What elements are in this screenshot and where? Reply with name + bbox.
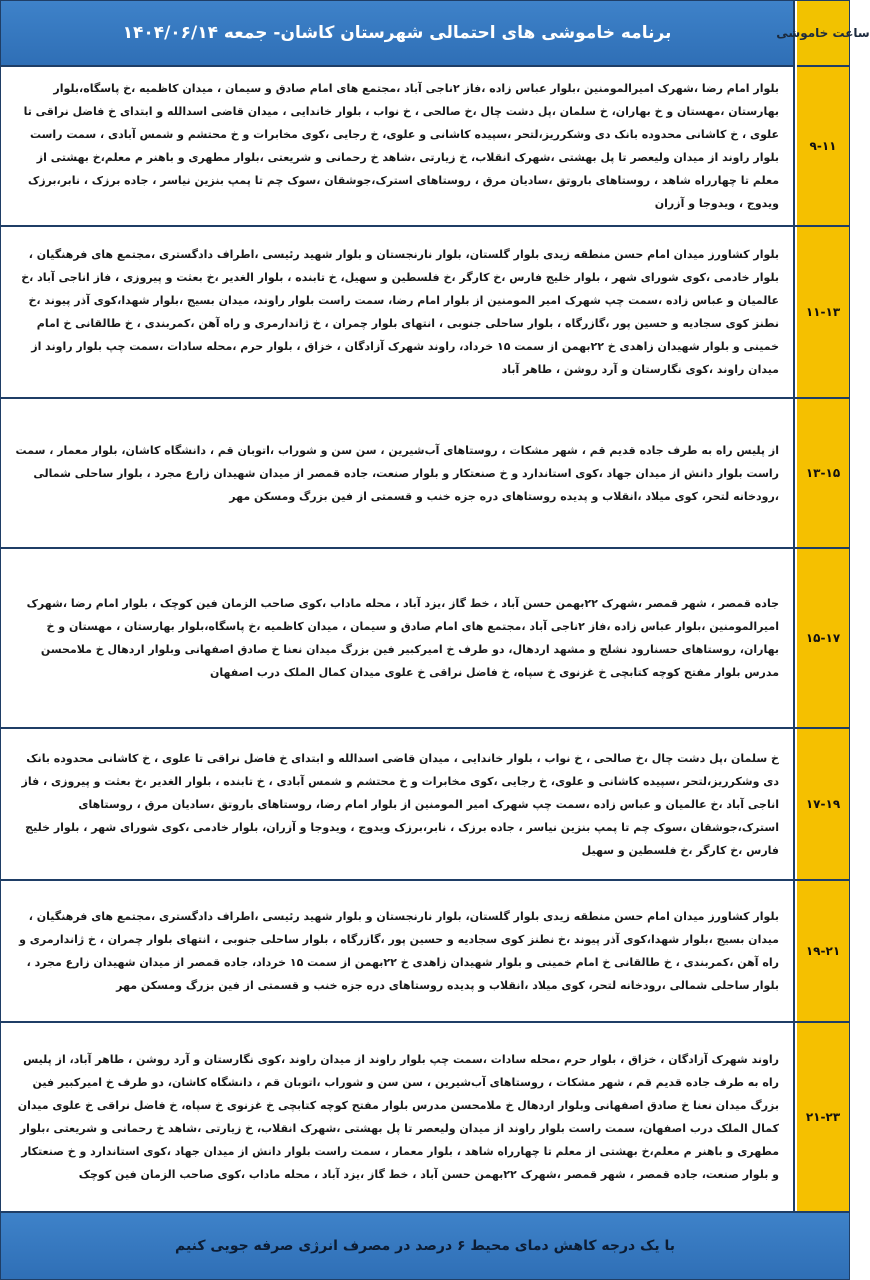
affected-areas-cell: [1, 729, 795, 879]
time-slot-cell: [797, 881, 849, 1021]
page-title-text: برنامه خاموشی های احتمالی شهرستان کاشان- جمعه ۱۴۰۴/۰۶/۱۴: [122, 23, 672, 43]
time-slot-text: ۱۷-۱۹: [805, 797, 841, 811]
schedule-row: [1, 729, 849, 881]
time-slot-cell: [797, 399, 849, 547]
schedule-row: [1, 67, 849, 227]
time-column-header-text: ساعت خاموشی: [776, 26, 870, 40]
time-slot-cell: [797, 729, 849, 879]
time-slot-cell: [797, 549, 849, 727]
page-title: [1, 1, 795, 67]
affected-areas-cell: [1, 227, 795, 397]
schedule-row: [1, 549, 849, 729]
affected-areas-cell: [1, 67, 795, 225]
schedule-row: [1, 399, 849, 549]
affected-areas-text: بلوار امام رضا ،شهرک امیرالمومنین ،بلوار عباس زاده ،فاز ۲ناجی آباد ،مجتمع های امام صادق و سیمان ، میدان کاظمیه ،خ پاسگاه،بلوار بهارستان ،مهستان و خ بهاران، خ سلمان ،پل دشت چال ،خ صالحی ، خ نواب ، بلوار خاندایی ، میدان قاضی اسدالله و ابتدای خ فاضل نراقی تا علوی ، خ کاشانی محدوده بانک دی وشکرریز،لتحر ،سپیده کاشانی و علوی، خ رجایی ،کوی مخابرات و خ محتشم و شمس آبادی ، سمت راست بلوار راوند از میدان ولیعصر تا پل بهشتی ،شهرک انقلاب، خ زیارتی ،شاهد خ رحمانی و شریعتی ،بلوار مطهری و باهنر م معلم،خ بهشتی از معلم تا چهارراه شاهد ، روستاهای باروتق ،سادیان مرق ، روستاهای استرک،جوشقان ،سوک چم تا پمپ بنزین نیاسر ، جاده برزک ، نابر،برزک ویدوج ، ویدوجا و آزران: [23, 82, 779, 210]
affected-areas-text: بلوار کشاورز میدان امام حسن منطقه زیدی بلوار گلستان، بلوار نارنجستان و بلوار شهید رئیسی ،اطراف دادگستری ،مجتمع های فرهنگیان ، بلوار خادمی ،کوی شورای شهر ، بلوار خلیج فارس ،خ کارگر ،خ فلسطین و سهیل، خ تابنده ، بلوار الغدیر ،خ بعثت و پیروزی ، فاز اناجی آباد ،خ عالمیان و عباس زاده ،سمت چپ شهرک امیر المومنین از بلوار امام رضا، سمت راست بلوار راوند، میدان بسیج ،بلوار شهدا،کوی آذر پیوند ،خ نطنز کوی سجادیه و حسین پور ،گازرگاه ، بلوار ساحلی جنوبی ، انتهای بلوار چمران ، خ ژاندارمری و راه آهن ،کمربندی ، خ طالقانی خ امام خمینی و بلوار شهیدان زاهدی خ ۲۲بهمن از سمت ۱۵ خرداد، راوند شهرک آزادگان ، خزاق ، بلوار حرم ،محله سادات ،سمت چپ بلوار راوند از میدان راوند ،کوی نگارستان و آرد روشن ، طاهر آباد: [21, 248, 779, 376]
schedule-row: [1, 227, 849, 399]
affected-areas-cell: [1, 1023, 795, 1211]
time-slot-cell: [797, 67, 849, 225]
time-slot-cell: [797, 1023, 849, 1211]
affected-areas-cell: [1, 399, 795, 547]
time-slot-text: ۹-۱۱: [809, 139, 837, 153]
time-slot-text: ۱۱-۱۳: [805, 305, 841, 319]
time-slot-text: ۱۹-۲۱: [805, 944, 841, 958]
energy-saving-message: با یک درجه کاهش دمای محیط ۶ درصد در مصرف انرژی صرفه جویی کنیم: [174, 1238, 676, 1254]
energy-saving-footer: [1, 1213, 849, 1279]
affected-areas-cell: [1, 549, 795, 727]
schedule-row: [1, 881, 849, 1023]
affected-areas-text: از پلیس راه به طرف جاده قدیم قم ، شهر مشکات ، روستاهای آب‌شیرین ، سن سن و شوراب ،اتوبان قم ، دانشگاه کاشان، بلوار معمار ، سمت راست بلوار دانش از میدان جهاد ،کوی استاندارد و خ صنعتکار و بلوار صنعت، جاده قمصر از میدان شهیدان زارع مجرد ، بلوار ساحلی شمالی ،رودخانه لتحر، کوی میلاد ،انقلاب و پدیده روستاهای دره جزه خنب و قسمتی از فین بزرگ ومسکن مهر: [15, 443, 779, 503]
time-slot-cell: [797, 227, 849, 397]
time-slot-text: ۱۳-۱۵: [805, 466, 841, 480]
affected-areas-text: خ سلمان ،پل دشت چال ،خ صالحی ، خ نواب ، بلوار خاندایی ، میدان قاضی اسدالله و ابتدای خ فاضل نراقی تا علوی ، خ کاشانی محدوده بانک دی وشکرریز،لتحر ،سپیده کاشانی و علوی، خ رجایی ،کوی مخابرات و خ محتشم و شمس آبادی ، خ تابنده ، بلوار الغدیر ،خ بعثت و پیروزی ، فاز اناجی آباد ،خ عالمیان و عباس زاده ،سمت چپ شهرک امیر المومنین از بلوار امام رضا، روستاهای باروتق ،سادیان مرق ، روستاهای استرک،جوشقان ،سوک چم تا پمپ بنزین نیاسر ، جاده برزک ، نابر،برزک ویدوج ، ویدوجا و آزران، بلوار خادمی ،کوی شورای شهر ، بلوار خلیج فارس ،خ کارگر ،خ فلسطین و سهیل: [21, 751, 779, 857]
time-slot-text: ۱۵-۱۷: [805, 631, 841, 645]
affected-areas-cell: [1, 881, 795, 1021]
affected-areas-text: راوند شهرک آزادگان ، خزاق ، بلوار حرم ،محله سادات ،سمت چپ بلوار راوند از میدان راوند ،کوی نگارستان و آرد روشن ، طاهر آباد، از پلیس راه به طرف جاده قدیم قم ، شهر مشکات ، روستاهای آب‌شیرین ، سن سن و شوراب ،اتوبان قم ، دانشگاه کاشان، دو طرف خ امیرکبیر فین بزرگ میدان نعنا خ صادق اصفهانی وبلوار اردهال خ ملامحسن مدرس بلوار مفتح کوچه کتابچی خ غزنوی خ سپاه، خ فاضل نراقی خ علوی میدان کمال الملک درب اصفهان، سمت راست بلوار راوند از میدان ولیعصر تا پل بهشتی ،شهرک انقلاب، خ زیارتی ،شاهد خ رحمانی و شریعتی ،بلوار مطهری و باهنر م معلم،خ بهشتی از معلم تا چهارراه شاهد ، بلوار معمار ، سمت راست بلوار دانش از میدان جهاد ،کوی استاندارد و خ صنعتکار و بلوار صنعت، جاده قمصر ، شهر قمصر ،شهرک ۲۲بهمن حسن آباد ، خط گاز ،یزد آباد ، محله ماداب ،کوی صاحب الزمان فین کوچک: [17, 1053, 779, 1181]
affected-areas-text: بلوار کشاورز میدان امام حسن منطقه زیدی بلوار گلستان، بلوار نارنجستان و بلوار شهید رئیسی ،اطراف دادگستری ،مجتمع های فرهنگیان ، میدان بسیج ،بلوار شهدا،کوی آذر پیوند ،خ نطنز کوی سجادیه و حسین پور ،گازرگاه ، بلوار ساحلی جنوبی ، انتهای بلوار چمران ، خ ژاندارمری و راه آهن ،کمربندی ، خ طالقانی خ امام خمینی و بلوار شهیدان زاهدی خ ۲۲بهمن از سمت ۱۵ خرداد، جاده قمصر از میدان شهیدان زارع مجرد ، بلوار ساحلی شمالی ،رودخانه لتحر، کوی میلاد ،انقلاب و پدیده روستاهای دره جزه خنب و قسمتی از فین بزرگ ومسکن مهر: [19, 910, 779, 992]
schedule-row: [1, 1023, 849, 1213]
header-row: [1, 1, 870, 67]
time-slot-text: ۲۱-۲۳: [805, 1110, 841, 1124]
affected-areas-text: جاده قمصر ، شهر قمصر ،شهرک ۲۲بهمن حسن آباد ، خط گاز ،یزد آباد ، محله ماداب ،کوی صاحب الزمان فین کوچک ، بلوار امام رضا ،شهرک امیرالمومنین ،بلوار عباس زاده ،فاز ۲ناجی آباد ،مجتمع های امام صادق و سیمان ، میدان کاظمیه ،خ پاسگاه،بلوار بهارستان ، مهستان و خ بهاران، روستاهای حسنارود نشلج و مشهد اردهال، دو طرف خ امیرکبیر فین بزرگ میدان نعنا خ صادق اصفهانی وبلوار اردهال خ ملامحسن مدرس بلوار مفتح کوچه کتابچی خ غزنوی خ سپاه، خ فاضل نراقی خ علوی میدان کمال الملک درب اصفهان: [26, 597, 779, 679]
time-column-header: [776, 1, 870, 67]
